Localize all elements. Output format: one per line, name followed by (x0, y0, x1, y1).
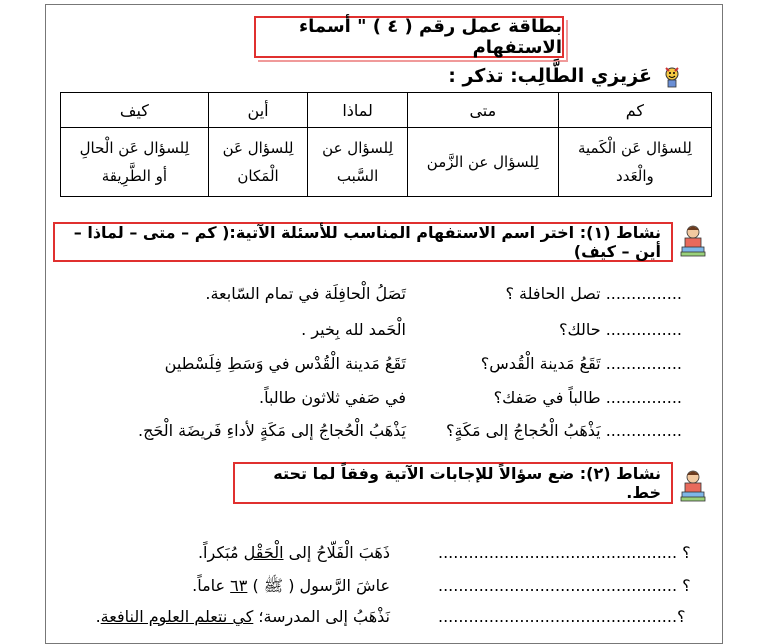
table-header-cell: لماذا (308, 93, 408, 128)
activity1-answer: يَذْهَبُ الْحُجاجُ إلى مَكَةٍ لأداءِ فَريضَة الْحَج. (138, 421, 406, 440)
table-cell: لِلسؤال عَن الْمَكان (208, 128, 308, 197)
list-item (0, 284, 768, 312)
list-item (0, 543, 768, 571)
worksheet-title-text: بطاقة عمل رقم ( ٤ ) " أسماء الاستفهام (298, 16, 562, 58)
activity1-question: ............... يَذْهَبُ الْحُجاجُ إلى مَكَةٍ؟ (446, 421, 682, 440)
activity1-question: ............... حالك؟ (559, 320, 682, 339)
reading-child-icon (676, 223, 710, 257)
activity2-answer: ذَهَبَ الْفَلّاحُ إلى الْحَقْل مُبَكراً. (197, 543, 390, 562)
activity1-question: ............... تَقَعُ مَدينة الْقُدس؟ (480, 354, 682, 373)
list-item (0, 388, 768, 416)
reminder-text: عَزيزي الطَّالِب: تذكر : (448, 65, 652, 87)
activity1-answer: في صَفي ثلاثون طالباً. (259, 388, 406, 407)
activity2-title: نشاط (٢): ضع سؤالاً للإجابات الآتية وفقاً لما تحته خط. (273, 464, 661, 502)
activity2-answer: عاشَ الرَّسول ( ﷺ ) ٦٣ عاماً. (192, 576, 390, 595)
activity2-heading (233, 462, 673, 504)
table-header-cell: أين (208, 93, 308, 128)
table-cell: لِلسؤال عَن الْكَمية والْعَدد (558, 128, 711, 197)
list-item (0, 576, 768, 604)
list-item (0, 421, 768, 449)
list-item (0, 607, 768, 635)
list-item (0, 354, 768, 382)
worksheet-title (254, 16, 564, 58)
activity2-question-blank: ؟ ............................................... (438, 543, 691, 562)
table-header-cell: كم (558, 93, 711, 128)
activity2-question-blank: ؟............................................... (438, 607, 686, 626)
student-mascot-icon (660, 64, 684, 88)
table-cell: لِلسؤال عَن الْحالِ أو الطَّرِيقة (61, 128, 209, 197)
activity2-answer: نَذْهَبُ إلى المدرسة؛ كي نتعلم العلوم النافعة. (95, 607, 390, 626)
table-header-cell: متى (407, 93, 558, 128)
table-header-row (61, 93, 712, 128)
activity1-title: نشاط (١): اختر اسم الاستفهام المناسب للأسئلة الآتية:( كم – متى – لماذا – أين – كيف) (73, 223, 661, 261)
activity1-question: ............... تصل الحافلة ؟ (505, 284, 682, 303)
question-words-table (60, 92, 712, 197)
list-item (0, 320, 768, 348)
table-row (61, 128, 712, 197)
table-header-cell: كيف (61, 93, 209, 128)
reading-child-icon (676, 468, 710, 502)
activity1-heading (53, 222, 673, 262)
activity1-answer: تَصَلُ الْحافِلَة في تمام السّابعة. (205, 284, 406, 303)
activity1-question: ............... طالباً في صَفك؟ (493, 388, 682, 407)
activity1-answer: تَقَعُ مَدينة الْقُدْس في وَسَطِ فِلَسْطين (164, 354, 406, 373)
table-cell: لِلسؤال عن السَّبب (308, 128, 408, 197)
table-cell: لِلسؤال عن الزَّمن (407, 128, 558, 197)
activity2-question-blank: ؟ ............................................... (438, 576, 691, 595)
reminder-heading (448, 64, 684, 88)
activity1-answer: الْحَمد لله بِخير . (301, 320, 406, 339)
